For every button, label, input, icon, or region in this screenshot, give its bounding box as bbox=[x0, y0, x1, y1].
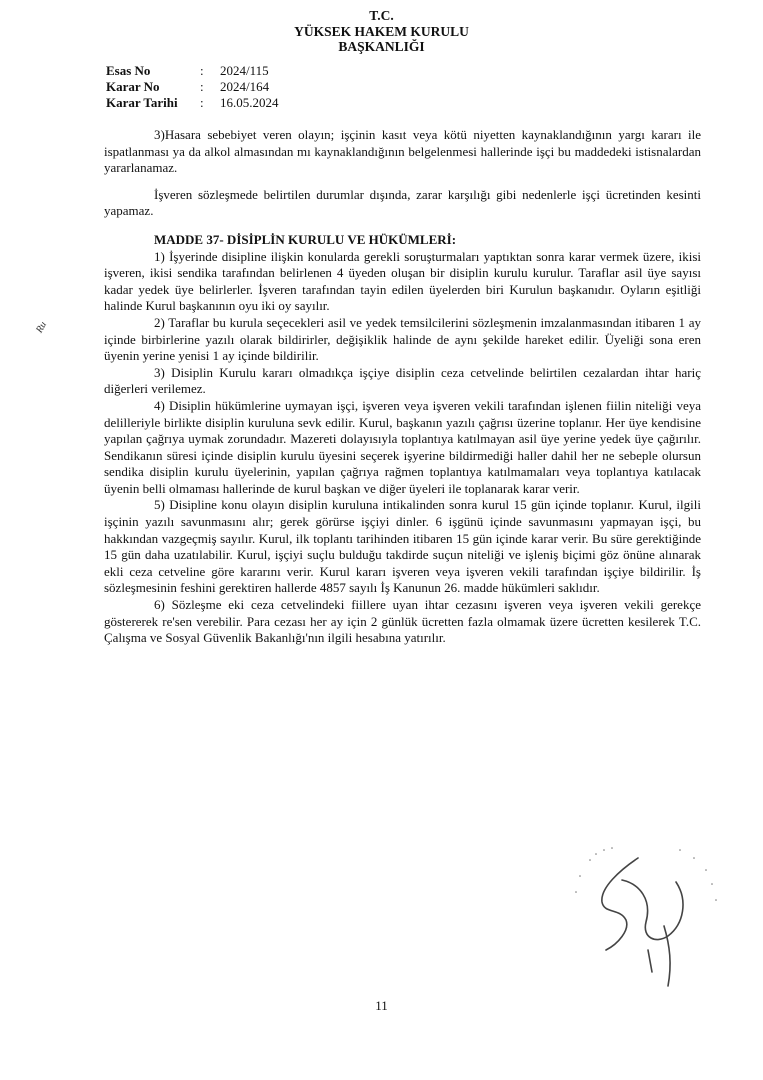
meta-value: 2024/115 bbox=[220, 63, 269, 78]
header-line-3: BAŞKANLIĞI bbox=[338, 39, 425, 54]
meta-value: 2024/164 bbox=[220, 79, 270, 94]
header-line-2: YÜKSEK HAKEM KURULU bbox=[294, 23, 469, 39]
meta-sep: : bbox=[200, 79, 204, 94]
margin-initials: Ru bbox=[34, 319, 50, 336]
meta-key: Karar Tarihi bbox=[106, 95, 178, 110]
paragraph: 4) Disiplin hükümlerine uymayan işçi, işveren veya işveren vekili tarafından işlenen fiilin niteliği veya delilleriyle birlikte disiplin kuruluna sevk edilir. Kurul, başkanın yazılı çağrısı üzerine toplanır. Her üye kendisine yapılan çağrıya uymak zorundadır. Mazereti dolayısıyla toplantıya katılmayan asil üye yerine yedek üye çağırılır. Sendikanın süresi içinde disiplin kurulu üyesini seçerek işyerine bildirmediği haller dahil her ne sebeple olursun sendika disiplin kurulu üyelerinin, yapılan çağrıya rağmen toplantıya katılmamaları veya toplantıya katılacak üyenin belli olmaması hallerinde de kurul başkan ve diğer üyeleri ile toplanarak karar verir. bbox=[104, 397, 701, 496]
meta-value: 16.05.2024 bbox=[220, 95, 279, 110]
header-line-1: T.C. bbox=[369, 8, 394, 23]
section-title: MADDE 37- DİSİPLİN KURULU VE HÜKÜMLERİ: bbox=[154, 231, 457, 247]
paragraph: İşveren sözleşmede belirtilen durumlar dışında, zarar karşılığı gibi nedenlerle işçi ücretinden kesinti yapamaz. bbox=[104, 186, 701, 219]
paragraph: 1) İşyerinde disipline ilişkin konularda gerekli soruşturmaları yaptıktan sonra karar vermek üzere, ikisi işveren, ikisi sendika tarafından belirlenen 4 üyeden oluşan bir disiplin kurulu kurulur. Taraflar asil üye sayısı kadar yedek üye belirlerler. İşveren tarafından tayin edilen üyelerden biri Kurulun başkanıdır. Oyların eşitliği halinde Kurul başkanının oyu iki oy sayılır. bbox=[104, 248, 701, 314]
meta-row-esas bbox=[106, 63, 279, 79]
document-header bbox=[0, 8, 763, 55]
page-number: 11 bbox=[375, 998, 388, 1013]
meta-key: Esas No bbox=[106, 63, 151, 78]
meta-sep: : bbox=[200, 63, 204, 78]
case-meta bbox=[106, 63, 279, 111]
paragraph: 3) Disiplin Kurulu kararı olmadıkça işçiye disiplin ceza cetvelinde belirtilen cezalardan ihtar hariç diğerleri verilemez. bbox=[104, 364, 701, 397]
meta-sep: : bbox=[200, 95, 204, 110]
paragraph: 5) Disipline konu olayın disiplin kuruluna intikalinden sonra kurul 15 gün içinde toplanır. Kurul, ilgili işçinin yazılı savunmasını alır; gerek görürse işçiyi dinler. 6 işgünü içinde savunmasını yapmayan işçi, bu hakkından vazgeçmiş sayılır. Kurul, ilk toplantı tarihinden itibaren 15 gün içinde karar verir. Bu süre gerektiğinde 15 gün daha uzatılabilir. Kurul, işçiyi suçlu bulduğu takdirde suçun niteliği ve işleniş biçimi göz önüne alınarak ekli ceza cetveline göre kararını verir. Kurul kararı işveren veya işveren vekili tarafından işçiye bildirilir. İş sözleşmesinin feshini gerektiren hallerde 4857 sayılı İş Kanunun 26. madde hükümleri saklıdır. bbox=[104, 497, 701, 596]
document-body bbox=[104, 127, 701, 647]
meta-key: Karar No bbox=[106, 79, 160, 94]
meta-row-karar bbox=[106, 79, 279, 95]
paragraph: 2) Taraflar bu kurula seçecekleri asil ve yedek temsilcilerini sözleşmenin imzalanmasından itibaren 1 ay içinde birbirlerine yazılı olarak bildirirler, değişiklik halinde de aynı şekilde hareket edilir. Üyeliği sona eren üyenin yerine yenisi 1 ay içinde bildirilir. bbox=[104, 314, 701, 364]
signature-image bbox=[560, 840, 730, 1000]
meta-row-tarih bbox=[106, 95, 279, 111]
paragraph: 6) Sözleşme eki ceza cetvelindeki fiillere uyan ihtar cezasını işveren veya işveren vekili gerekçe göstererek re'sen verebilir. Para cezası her ay için 2 günlük ücretten fazla olmamak üzere ücretten kesilerek T.C. Çalışma ve Sosyal Güvenlik Bakanlığı'nın ilgili hesabına yatırılır. bbox=[104, 597, 701, 646]
paragraph: 3)Hasara sebebiyet veren olayın; işçinin kasıt veya kötü niyetten kaynaklandığının yargı kararı ile ispatlanması ya da alkol almasından mı kaynaklandığının belgelenmesi hallerinde işçi bu maddedeki istisnalardan yararlanamaz. bbox=[104, 127, 701, 176]
